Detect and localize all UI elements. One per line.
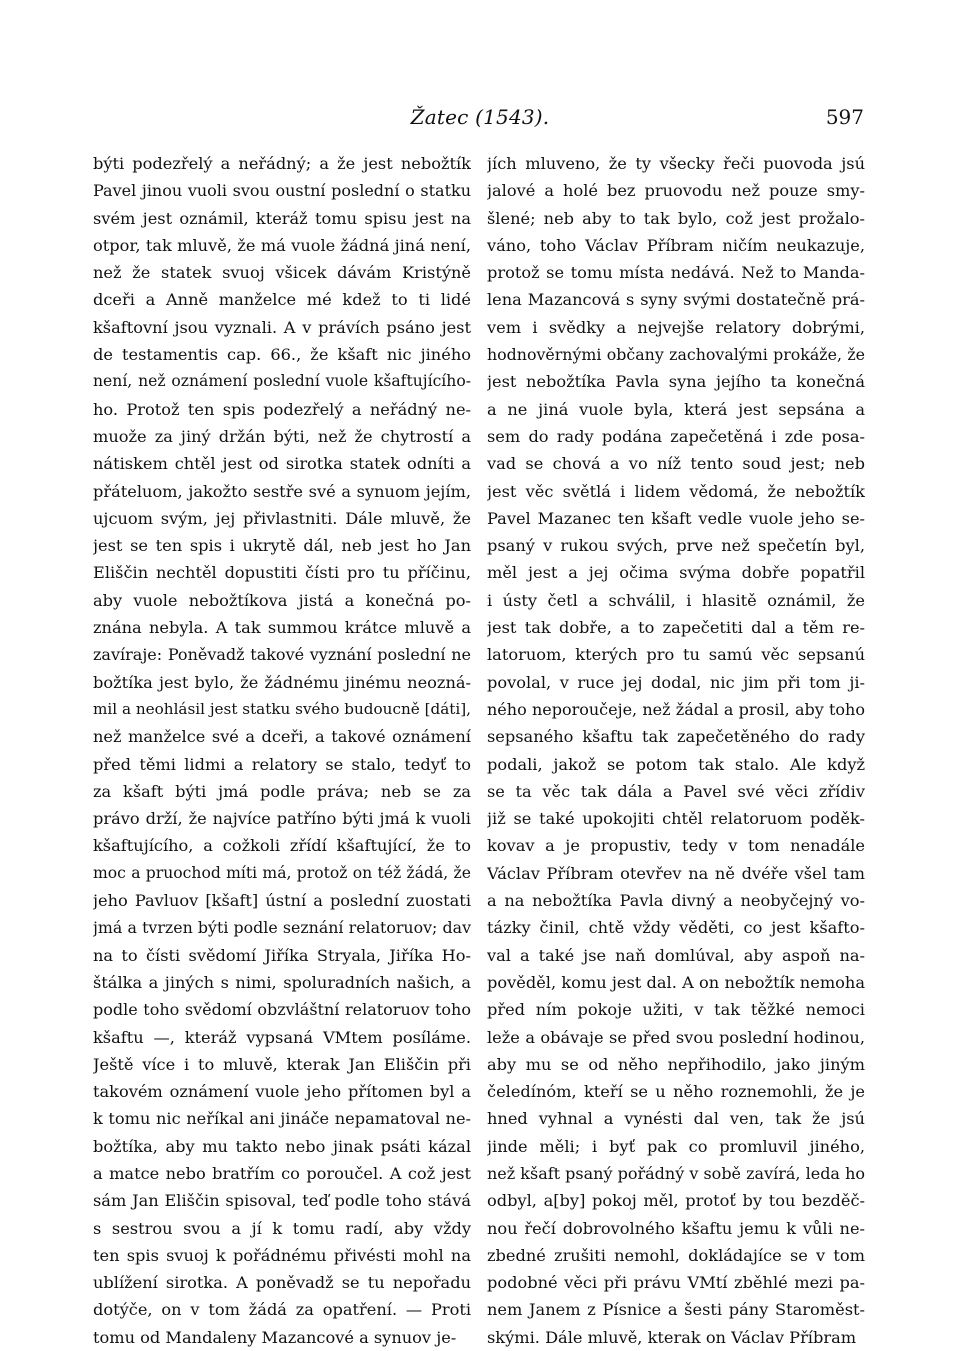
text-line: tomu od Mandaleny Mazancové a synuov je- — [93, 1327, 457, 1347]
text-line: božtíka jest bylo, že žádnému jinému neozná- — [93, 672, 471, 692]
text-line: právo drží, že najvíce patříno býti jmá k vuoli — [93, 809, 471, 829]
text-line: povolal, v ruce jej dodal, nic jim při tom ji- — [487, 672, 865, 692]
text-line: již se také upokojiti chtěl relatoruom poděk- — [487, 809, 865, 829]
text-line: dotýče, on v tom žádá za opatření. — Proti — [93, 1300, 471, 1320]
text-line: jest nebožtíka Pavla syna jejího ta konečná — [487, 372, 865, 392]
right-text-column — [487, 150, 865, 1351]
text-line: na to čísti svědomí Jiříka Stryala, Jiříka Ho- — [93, 945, 471, 965]
text-line: ho. Protož ten spis podezřelý a neřádný ne- — [93, 399, 471, 419]
text-line: jest se ten spis i ukrytě dál, neb jest ho Jan — [93, 536, 471, 556]
text-line: Ještě více i to mluvě, kterak Jan Eliščin při — [93, 1054, 471, 1074]
text-line: a na nebožtíka Pavla divný a neobyčejný vo- — [487, 891, 865, 911]
text-line: Václav Příbram otevřev na ně dvéře všel tam — [487, 863, 865, 883]
text-line: kšaftu —, kteráž vypsaná VMtem posíláme. — [93, 1027, 471, 1047]
text-line: před těmi lidmi a relatory se stalo, tedyť to — [93, 754, 471, 774]
text-line: nou řečí dobrovolného kšaftu jemu k vůli ne- — [487, 1218, 865, 1238]
text-line: jinde měli; i byť pak co promluvil jiného, — [487, 1136, 865, 1156]
text-line: než manželce své a dceři, a takové oznámení — [93, 727, 471, 747]
text-line: jeho Pavluov [kšaft] ústní a poslední zuostati — [93, 891, 471, 911]
text-line: sepsaného kšaftu tak zapečetěného do rady — [487, 727, 865, 747]
text-line: jest tak dobře, a to zapečetiti dal a těm re- — [487, 618, 865, 638]
text-line: přáteluom, jakožto sestře své a synuom jejím, — [93, 481, 471, 501]
text-line: znána nebyla. A tak summou krátce mluvě a — [93, 618, 471, 638]
text-line: moc a pruochod míti má, protož on též žádá, že — [93, 863, 471, 882]
text-line: ublížení sirotka. A poněvadž se tu nepořadu — [93, 1273, 471, 1293]
text-line: božtíka, aby mu takto nebo jinak psáti kázal — [93, 1136, 471, 1156]
text-line: měl jest a jej očima svýma dobře popatřil — [487, 563, 865, 583]
text-line: podobné věci při právu VMtí zběhlé mezi pa- — [487, 1273, 865, 1293]
text-line: sám Jan Eliščin spisoval, teď podle toho stává — [93, 1191, 471, 1211]
text-line: jích mluveno, že ty všecky řeči puovoda jsú — [487, 154, 865, 173]
text-line: muože za jiný držán býti, než že chytrostí a — [93, 426, 471, 446]
text-line: vem i svědky a nejvejše relatory dobrými, — [487, 317, 865, 337]
text-line: podle toho svědomí obzvláštní relatoruov toho — [93, 1000, 471, 1020]
text-line: aby vuole nebožtíkova jistá a konečná po- — [93, 590, 471, 610]
text-line: protož se tomu místa nedává. Než to Manda- — [487, 263, 865, 283]
text-line: dceři a Anně manželce mé kdež to ti lidé — [93, 290, 471, 310]
text-line: Pavel jinou vuoli svou oustní poslední o statku — [93, 181, 471, 201]
text-line: pověděl, komu jest dal. A on nebožtík nemoha — [487, 972, 865, 992]
text-line: a matce nebo bratřím co poroučel. A což jest — [93, 1163, 471, 1183]
text-line: a ne jiná vuole byla, která jest sepsána a — [487, 399, 865, 419]
text-line: nem Janem z Písnice a šesti pány Staroměst- — [487, 1300, 865, 1320]
text-line: než že statek svuoj všicek dávám Kristýně — [93, 263, 471, 283]
left-text-column — [93, 150, 471, 1351]
page-header — [96, 100, 864, 134]
text-line: nátiskem chtěl jest od sirotka statek odníti a — [93, 454, 471, 474]
text-line: Pavel Mazanec ten kšaft vedle vuole jeho se- — [487, 508, 865, 528]
text-line: štálka a jiných s nimi, spoluradních našich, a — [93, 972, 471, 992]
text-line: psaný v rukou svých, prve než spečetín byl, — [487, 536, 865, 556]
text-line: šlené; neb aby to tak bylo, což jest prožalo- — [487, 208, 865, 228]
text-line: váno, toho Václav Příbram ničím neukazuje, — [487, 235, 865, 255]
text-line: tázky činil, chtě vždy věděti, co jest kšafto- — [487, 918, 865, 938]
text-line: Eliščin nechtěl dopustiti čísti pro tu příčinu, — [93, 563, 471, 583]
text-line: lena Mazancová s syny svými dostatečně prá- — [487, 290, 865, 310]
text-line: ného neporoučeje, než žádal a prosil, aby toho — [487, 699, 865, 719]
text-line: se ta věc tak dála a Pavel své věci zřídiv — [487, 781, 865, 801]
text-line: odbyl, a[by] pokoj měl, protoť by tou bezděč- — [487, 1191, 865, 1211]
text-line: aby mu se od něho nepřihodilo, jako jiným — [487, 1054, 865, 1074]
text-line: otpor, tak mluvě, že má vuole žádná jiná není, — [93, 235, 471, 255]
text-line: zavíraje: Poněvadž takové vyznání poslední ne — [93, 645, 471, 665]
text-line: hned vyhnal a vynésti dal ven, tak že jsú — [487, 1109, 865, 1129]
text-line: býti podezřelý a neřádný; a že jest nebožtík — [93, 154, 471, 173]
text-line: k tomu nic neříkal ani jináče nepamatoval ne- — [93, 1109, 471, 1129]
text-line: vad se chová a vo níž tento soud jest; neb — [487, 454, 865, 474]
text-line: ujcuom svým, jej přivlastniti. Dále mluvě, že — [93, 508, 471, 528]
text-line: leže a obávaje se před svou poslední hodinou, — [487, 1027, 865, 1047]
text-line: není, než oznámení poslední vuole kšaftujícího- — [93, 372, 471, 391]
text-line: kšaftovní jsou vyznali. A v právích psáno jest — [93, 317, 471, 337]
text-line: jmá a tvrzen býti podle seznání relatoruov; dav — [93, 918, 471, 938]
text-line: za kšaft býti jmá podle práva; neb se za — [93, 781, 471, 801]
text-line: svém jest oznámil, kteráž tomu spisu jest na — [93, 208, 471, 228]
text-line: val a také jse naň domlúval, aby aspoň na- — [487, 945, 865, 965]
text-line: podali, jakož se potom tak stalo. Ale když — [487, 754, 865, 774]
text-line: než kšaft psaný pořádný v sobě zavírá, leda ho — [487, 1163, 865, 1183]
text-line: kšaftujícího, a cožkoli zřídí kšaftující, že to — [93, 836, 471, 856]
text-line: s sestrou svou a jí k tomu radí, aby vždy — [93, 1218, 471, 1238]
text-line: de testamentis cap. 66., že kšaft nic jiného — [93, 345, 471, 365]
text-line: hodnověrnými občany zachovalými prokáže, že — [487, 345, 865, 365]
text-line: takovém oznámení vuole jeho přítomen byl a — [93, 1082, 471, 1102]
text-line: i ústy četl a schválil, i hlasitě oznámil, že — [487, 590, 865, 610]
text-line: jest věc světlá i lidem vědomá, že nebožtík — [487, 481, 865, 501]
text-line: ten spis svuoj k pořádnému přivésti mohl na — [93, 1245, 471, 1265]
running-title: Žatec (1543). — [410, 105, 550, 129]
text-line: kovav a je propustiv, tedy v tom nenadále — [487, 836, 865, 856]
text-line: před ním pokoje užiti, v tak těžké nemoci — [487, 1000, 865, 1020]
text-line: latoruom, kterých pro tu samú věc sepsanú — [487, 645, 865, 665]
text-line: skými. Dále mluvě, kterak on Václav Příbram — [487, 1327, 857, 1347]
text-line: jalové a holé bez pruovodu než pouze smy- — [487, 181, 865, 201]
page-number: 597 — [825, 105, 864, 129]
text-line: sem do rady podána zapečetěná i zde posa- — [487, 426, 865, 446]
text-line: mil a neohlásil jest statku svého budoucně [dáti], — [93, 699, 471, 718]
text-line: zbedné zrušiti nemohl, dokládajíce se v tom — [487, 1245, 865, 1265]
text-line: čeledínóm, kteří se u něho roznemohli, že je — [487, 1082, 865, 1102]
